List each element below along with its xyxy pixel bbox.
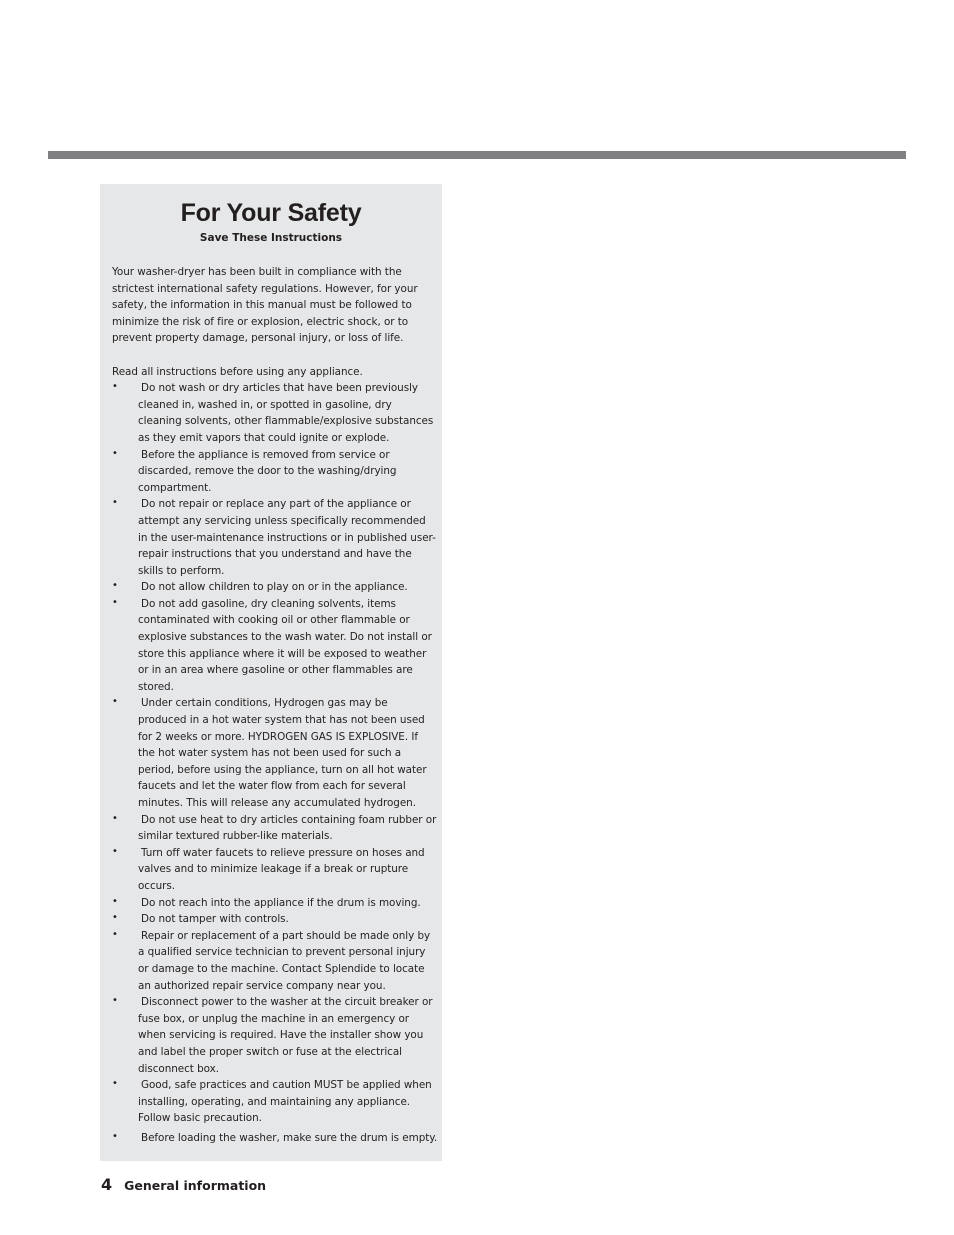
list-item-text: Do not tamper with controls. <box>141 913 289 926</box>
bullet-icon: • <box>112 580 118 592</box>
bullet-icon: • <box>112 995 118 1007</box>
page-title: For Your Safety <box>180 199 362 227</box>
list-item <box>112 911 438 928</box>
list-item-text: Under certain conditions, Hydrogen gas may be produced in a hot water system that has not been used for 2 weeks or more. HYDROGEN GAS IS EXPLOSIVE. If the hot water system has not been used for such a period, before using the appliance, turn on all hot water faucets and let the water flow from each for several minutes. This will release any accumulated hydrogen. <box>138 697 427 809</box>
list-item <box>112 928 438 994</box>
bullet-icon: • <box>112 812 118 824</box>
list-item <box>112 895 438 912</box>
bullet-icon: • <box>112 912 118 924</box>
page-number: 4 <box>101 1175 113 1194</box>
top-divider-bar <box>48 151 906 159</box>
list-item-text: Before the appliance is removed from service or discarded, remove the door to the washing/drying compartment. <box>138 448 397 494</box>
list-item-text: Do not allow children to play on or in the appliance. <box>141 581 408 594</box>
section-name: General information <box>124 1178 267 1193</box>
list-item <box>112 596 438 696</box>
bullet-icon: • <box>112 895 118 907</box>
list-item <box>112 1130 438 1147</box>
list-item <box>112 447 438 497</box>
list-item-text: Disconnect power to the washer at the circuit breaker or fuse box, or unplug the machine in an emergency or when servicing is required. Have the installer show you and label the proper switch or fuse at the electrical disconnect box. <box>138 996 433 1075</box>
list-item-text: Do not add gasoline, dry cleaning solvents, items contaminated with cooking oil or other flammable or explosive substances to the wash water. Do not install or store this appliance where it will be exposed to weather or in an area where gasoline or other flammables are stored. <box>138 597 432 693</box>
page-footer <box>101 1175 266 1197</box>
list-item-text: Good, safe practices and caution MUST be applied when installing, operating, and maintaining any appliance. Follow basic precaution. <box>138 1079 432 1125</box>
list-item <box>112 380 438 446</box>
list-item <box>112 812 438 845</box>
bullet-icon: • <box>112 928 118 940</box>
safety-box <box>100 184 442 1161</box>
list-item-text: Do not use heat to dry articles containing foam rubber or similar textured rubber-like materials. <box>138 813 437 843</box>
bullet-icon: • <box>112 1078 118 1090</box>
bullet-icon: • <box>112 447 118 459</box>
read-all-line: Read all instructions before using any appliance. <box>112 365 363 378</box>
list-item <box>112 695 438 811</box>
list-item <box>112 845 438 895</box>
list-item-text: Do not reach into the appliance if the drum is moving. <box>141 896 421 909</box>
list-item-text: Turn off water faucets to relieve pressure on hoses and valves and to minimize leakage if a break or rupture occurs. <box>138 846 425 892</box>
bullet-icon: • <box>112 696 118 708</box>
intro-paragraph: Your washer-dryer has been built in compliance with the strictest international safety regulations. However, for your safety, the information in this manual must be followed to minimize the risk of fire or explosion, electric shock, or to prevent property damage, personal injury, or loss of life. <box>112 266 418 345</box>
list-item-text: Repair or replacement of a part should be made only by a qualified service technician to prevent personal injury or damage to the machine. Contact Splendide to locate an authorized repair service company near you. <box>138 929 431 992</box>
safety-bullet-list <box>112 380 438 1146</box>
subtitle: Save These Instructions <box>199 232 343 244</box>
list-item <box>112 579 438 596</box>
bullet-icon: • <box>112 845 118 857</box>
list-item-text: Do not wash or dry articles that have been previously cleaned in, washed in, or spotted in gasoline, dry cleaning solvents, other flammable/explosive substances as they emit vapors that could ignite or explode. <box>138 382 434 444</box>
bullet-icon: • <box>112 381 118 393</box>
bullet-icon: • <box>112 1130 118 1142</box>
bullet-icon: • <box>112 596 118 608</box>
list-item-text: Do not repair or replace any part of the appliance or attempt any servicing unless specifically recommended in the user-maintenance instructions or in published user-repair instructions that you understand and have the skills to perform. <box>138 498 436 577</box>
list-item <box>112 994 438 1077</box>
list-item <box>112 496 438 579</box>
bullet-icon: • <box>112 497 118 509</box>
list-item-text: Before loading the washer, make sure the drum is empty. <box>141 1131 438 1144</box>
list-item <box>112 1077 438 1127</box>
